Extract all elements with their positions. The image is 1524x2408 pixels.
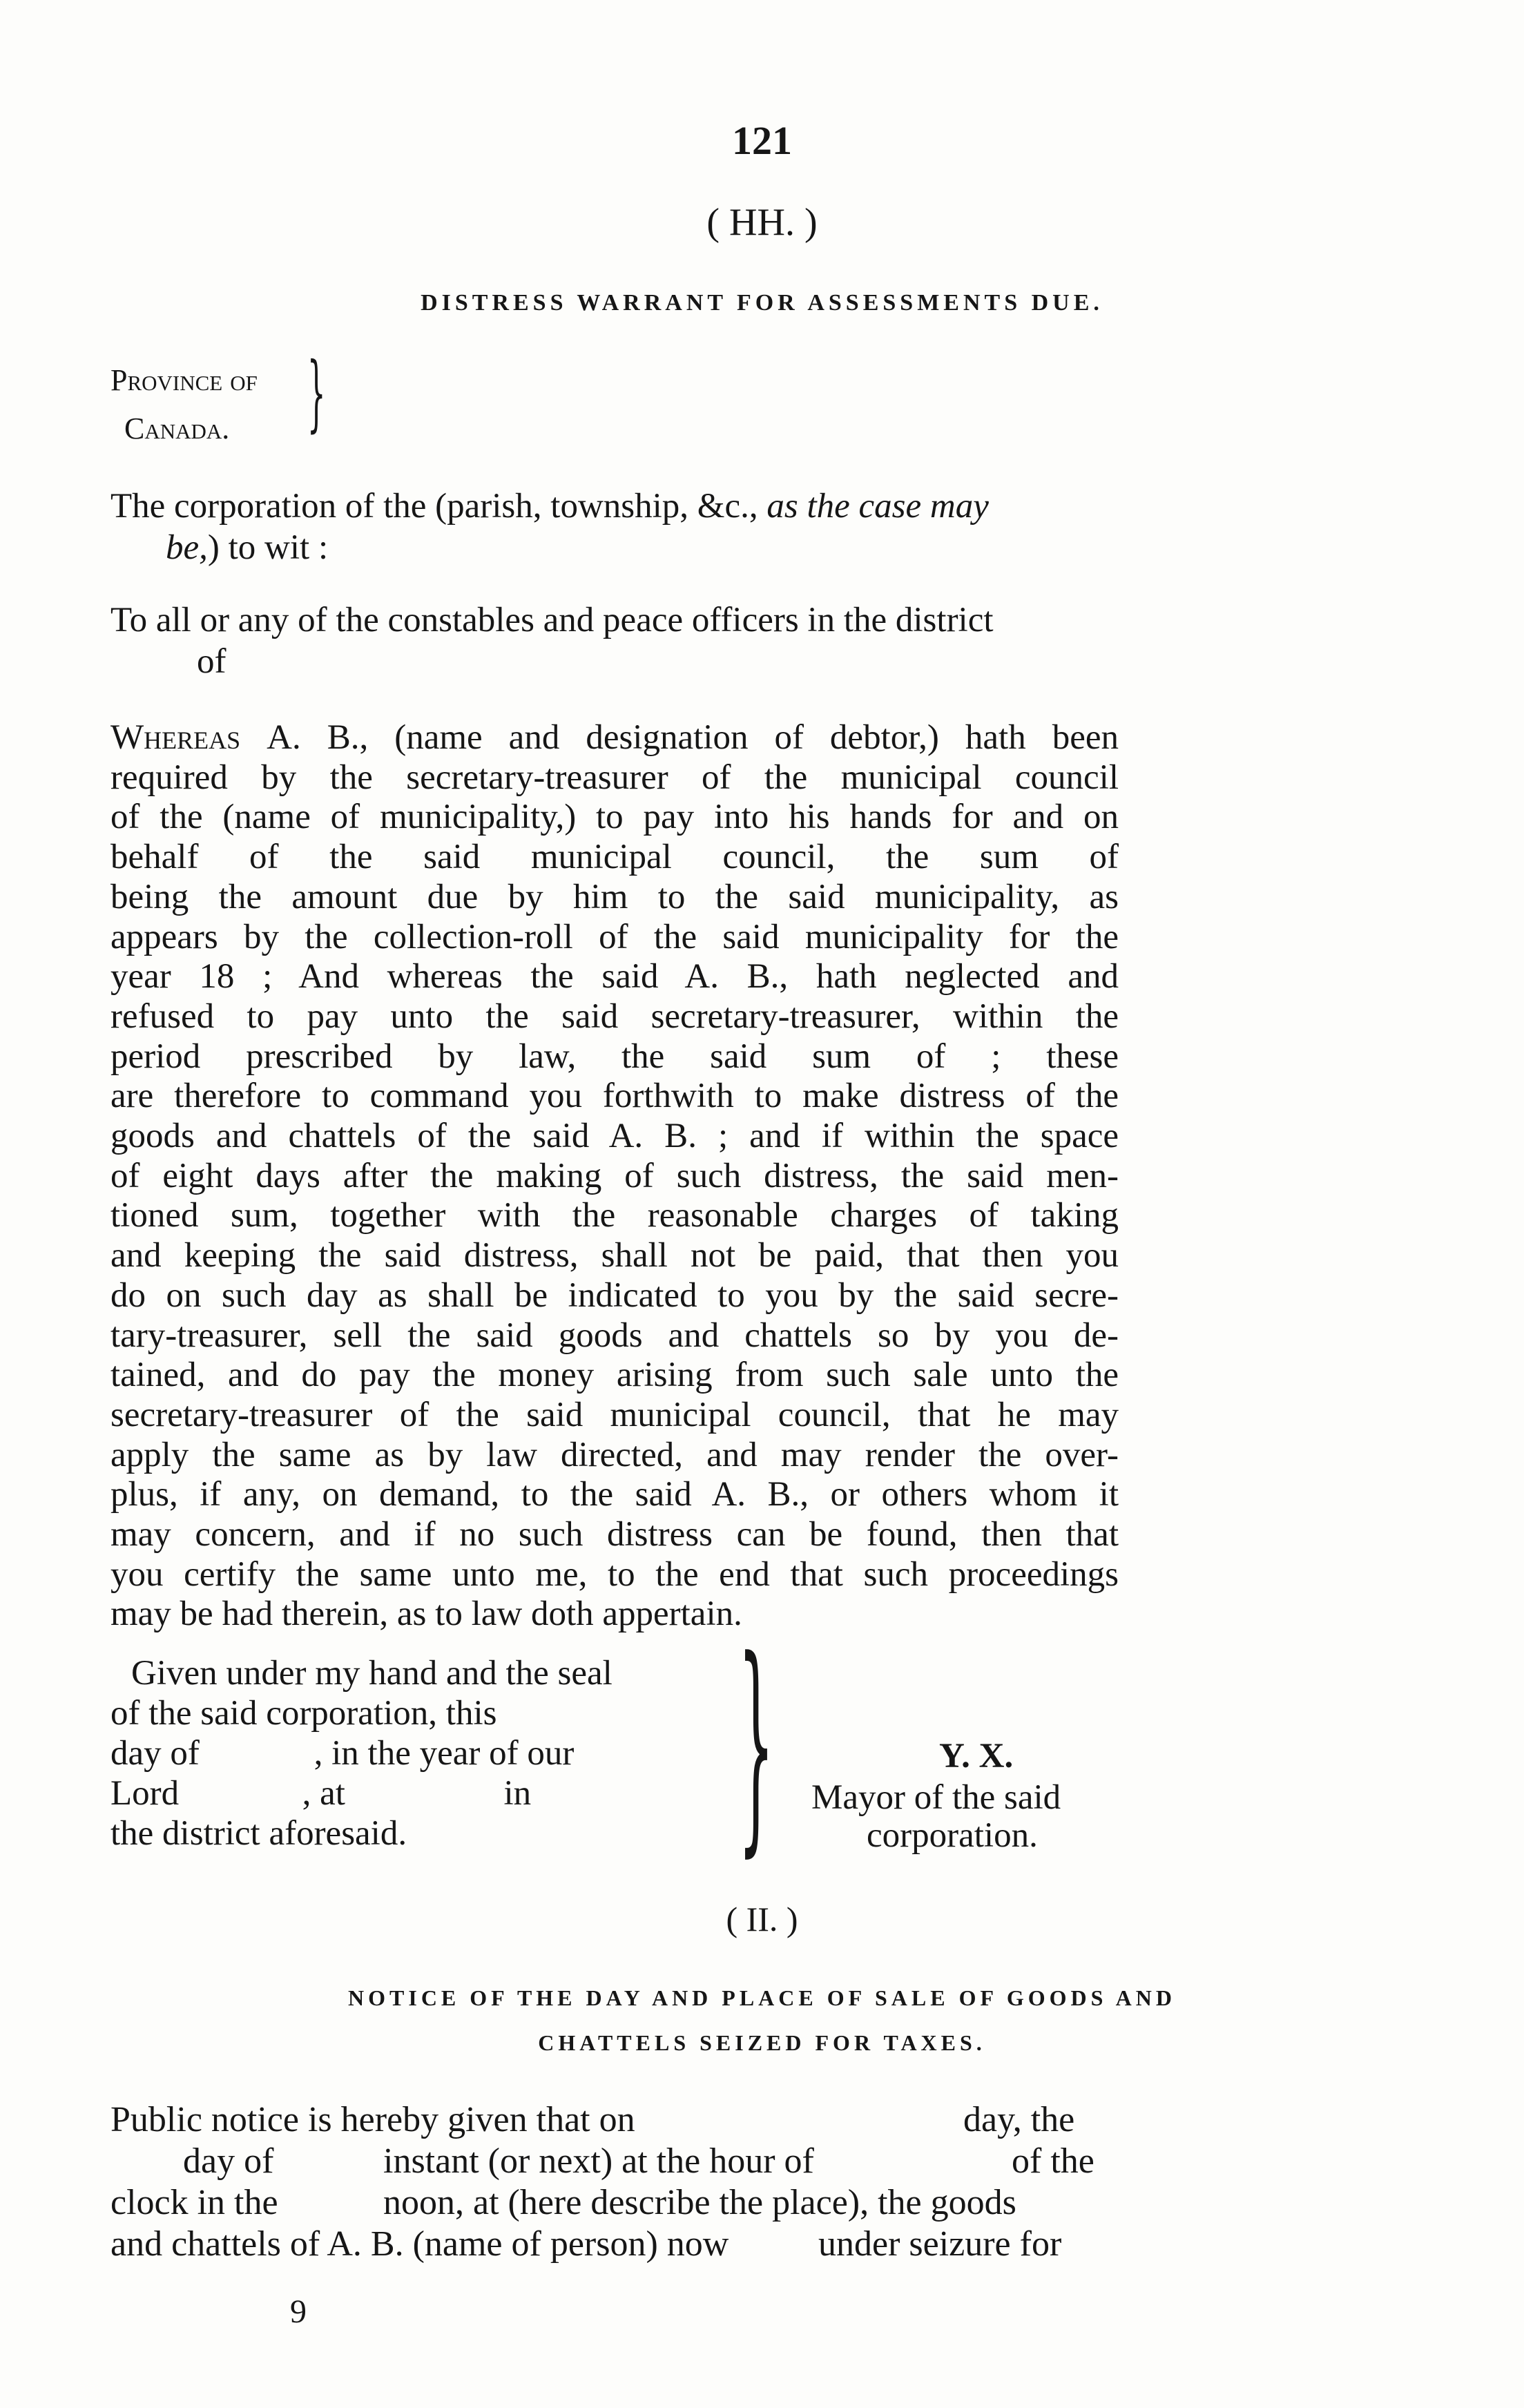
warrant-line: you certify the same unto me, to the end that such proceedings — [110, 1554, 1119, 1594]
notice-text: noon, at (here describe the place), the goods — [383, 2183, 1016, 2222]
warrant-line: of eight days after the making of such distress, the said men- — [110, 1156, 1119, 1195]
page-number: 121 — [732, 118, 792, 163]
notice-text: and chattels of A. B. (name of person) now — [110, 2224, 729, 2264]
address-line-1: To all or any of the constables and peace officers in the district — [110, 601, 994, 639]
corporation-italic-2: be, — [166, 528, 208, 567]
address-line-2: of — [197, 642, 226, 681]
notice-text: of the — [1012, 2141, 1094, 2181]
given-line: the district aforesaid. — [110, 1814, 407, 1853]
notice-text: Public notice is hereby given that on — [110, 2100, 635, 2139]
warrant-line: may concern, and if no such distress can be found, then that — [110, 1515, 1119, 1554]
warrant-line: behalf of the said municipal council, the sum of — [110, 838, 1119, 877]
warrant-line: apply the same as by law directed, and may render the over- — [110, 1435, 1119, 1474]
warrant-line: tioned sum, together with the reasonable charges of taking — [110, 1196, 1119, 1235]
warrant-line: being the amount due by him to the said municipality, as — [110, 877, 1119, 916]
warrant-line: plus, if any, on demand, to the said A. B., or others whom it — [110, 1475, 1119, 1514]
given-line: Given under my hand and the seal — [131, 1654, 613, 1693]
corporation-line — [110, 487, 1119, 526]
notice-text: under seizure for — [818, 2224, 1062, 2264]
signature-title-2: corporation. — [867, 1816, 1038, 1855]
form-letter-hh: ( HH. ) — [706, 201, 818, 244]
corporation-line-2 — [166, 528, 328, 567]
given-brace: } — [737, 1611, 775, 1876]
warrant-line-text: A. B., (name and designation of debtor,) hath been — [267, 718, 1119, 757]
province-line-1: Province of — [110, 363, 258, 397]
warrant-line: period prescribed by law, the said sum of ; these — [110, 1037, 1119, 1076]
signature-mark: 9 — [290, 2293, 307, 2330]
warrant-line: tary-treasurer, sell the said goods and chattels so by you de- — [110, 1316, 1119, 1355]
warrant-line: required by the secretary-treasurer of the municipal council — [110, 758, 1119, 797]
province-brace: } — [307, 345, 326, 441]
warrant-line: are therefore to command you forthwith to make distress of the — [110, 1077, 1119, 1116]
warrant-line: year 18 ; And whereas the said A. B., hath neglected and — [110, 957, 1119, 996]
province-line-2: Canada. — [124, 412, 230, 445]
corporation-text-1: The corporation of the (parish, township, &c., — [110, 487, 767, 526]
whereas-word: Whereas — [110, 718, 267, 757]
given-line: day of , in the year of our — [110, 1734, 575, 1773]
section-ii-heading-2: CHATTELS SEIZED FOR TAXES. — [538, 2030, 986, 2055]
warrant-line: and keeping the said distress, shall not be paid, that then you — [110, 1236, 1119, 1275]
notice-text: instant (or next) at the hour of — [383, 2141, 814, 2181]
section-ii-heading-1: NOTICE OF THE DAY AND PLACE OF SALE OF GOODS AND — [348, 1985, 1176, 2010]
warrant-line: refused to pay unto the said secretary-treasurer, within the — [110, 996, 1119, 1036]
notice-text: day of — [183, 2141, 274, 2181]
warrant-line: do on such day as shall be indicated to you by the said secre- — [110, 1275, 1119, 1315]
warrant-line: appears by the collection-roll of the said municipality for the — [110, 917, 1119, 956]
notice-text: clock in the — [110, 2183, 278, 2222]
corporation-italic: as the case may — [766, 487, 989, 526]
corporation-text-2: ) to wit : — [207, 528, 329, 567]
signature-initials: Y. X. — [939, 1737, 1014, 1775]
signature-title-1: Mayor of the said — [811, 1778, 1061, 1817]
warrant-line: may be had therein, as to law doth appertain. — [110, 1595, 742, 1634]
given-line: Lord , at in — [110, 1774, 532, 1813]
given-line: of the said corporation, this — [110, 1694, 497, 1733]
warrant-line — [110, 718, 1119, 757]
form-letter-ii: ( II. ) — [726, 1900, 798, 1938]
warrant-line: goods and chattels of the said A. B. ; and if within the space — [110, 1117, 1119, 1155]
notice-text: day, the — [963, 2100, 1075, 2139]
warrant-line: tained, and do pay the money arising from such sale unto the — [110, 1356, 1119, 1395]
section-heading: DISTRESS WARRANT FOR ASSESSMENTS DUE. — [421, 290, 1103, 316]
warrant-line: secretary-treasurer of the said municipal council, that he may — [110, 1395, 1119, 1434]
warrant-line: of the (name of municipality,) to pay into his hands for and on — [110, 798, 1119, 837]
